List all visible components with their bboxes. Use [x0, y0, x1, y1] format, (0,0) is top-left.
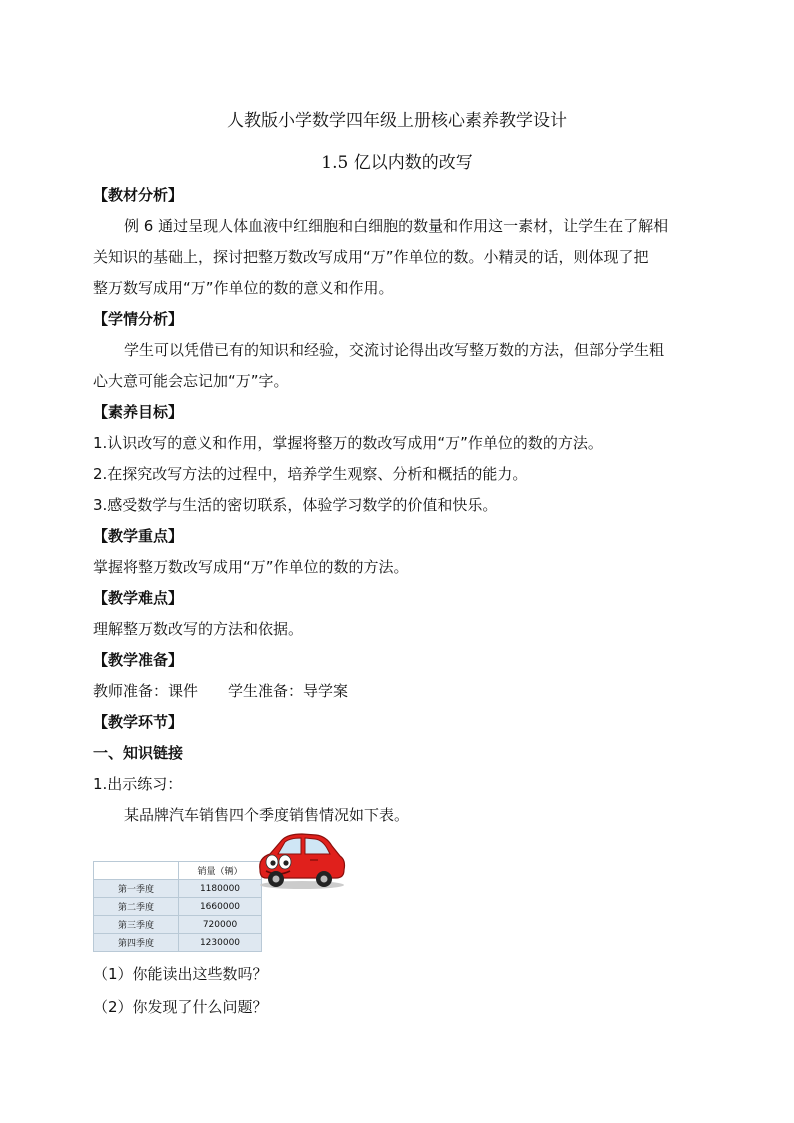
sales-cell: 720000: [179, 916, 262, 934]
table-row: [94, 898, 262, 916]
table-row: [94, 916, 262, 934]
paragraph-line: 学生可以凭借已有的知识和经验，交流讨论得出改写整万数的方法，但部分学生粗: [124, 341, 665, 359]
table-header-cell: 销量（辆）: [179, 862, 262, 880]
quarter-cell: 第一季度: [94, 880, 179, 898]
table-header-row: [94, 862, 262, 880]
paragraph-line: 例 6 通过呈现人体血液中红细胞和白细胞的数量和作用这一素材，让学生在了解相: [124, 217, 669, 235]
heading-process: 【教学环节】: [93, 713, 184, 731]
quarter-cell: 第四季度: [94, 934, 179, 952]
paragraph-line: 心大意可能会忘记加“万”字。: [93, 372, 289, 390]
heading-difficulties: 【教学难点】: [93, 589, 184, 607]
table-header-cell: [94, 862, 179, 880]
student-preparation: 学生准备：导学案: [228, 682, 349, 700]
step-exercise: 1.出示练习：: [93, 775, 183, 793]
goal-item: 2.在探究改写方法的过程中，培养学生观察、分析和概括的能力。: [93, 465, 528, 483]
question-item: （1）你能读出这些数吗？: [93, 965, 268, 983]
quarter-cell: 第二季度: [94, 898, 179, 916]
part-knowledge-link: 一、知识链接: [93, 744, 184, 762]
cartoon-car-icon: [252, 830, 348, 890]
lesson-subtitle: 1.5 亿以内数的改写: [321, 153, 473, 173]
paragraph-line: 整万数写成用“万”作单位的数的意义和作用。: [93, 279, 394, 297]
teacher-preparation: 教师准备：课件: [93, 682, 199, 700]
sales-cell: 1660000: [179, 898, 262, 916]
sales-cell: 1180000: [179, 880, 262, 898]
document-title: 人教版小学数学四年级上册核心素养教学设计: [227, 111, 567, 131]
heading-preparation: 【教学准备】: [93, 651, 184, 669]
heading-textbook-analysis: 【教材分析】: [93, 186, 184, 204]
difficulties-text: 理解整万数改写的方法和依据。: [93, 620, 304, 638]
sales-table: [93, 861, 262, 952]
heading-goals: 【素养目标】: [93, 403, 184, 421]
table-row: [94, 934, 262, 952]
goal-item: 3.感受数学与生活的密切联系，体验学习数学的价值和快乐。: [93, 496, 498, 514]
key-points-text: 掌握将整万数改写成用“万”作单位的数的方法。: [93, 558, 409, 576]
quarter-cell: 第三季度: [94, 916, 179, 934]
sales-cell: 1230000: [179, 934, 262, 952]
preparation-line: [93, 681, 703, 701]
table-row: [94, 880, 262, 898]
heading-key-points: 【教学重点】: [93, 527, 184, 545]
question-item: （2）你发现了什么问题？: [93, 998, 268, 1016]
goal-item: 1.认识改写的意义和作用，掌握将整万的数改写成用“万”作单位的数的方法。: [93, 434, 603, 452]
paragraph-line: 关知识的基础上，探讨把整万数改写成用“万”作单位的数。小精灵的话，则体现了把: [93, 248, 649, 266]
heading-student-analysis: 【学情分析】: [93, 310, 184, 328]
exercise-intro: 某品牌汽车销售四个季度销售情况如下表。: [124, 806, 410, 824]
